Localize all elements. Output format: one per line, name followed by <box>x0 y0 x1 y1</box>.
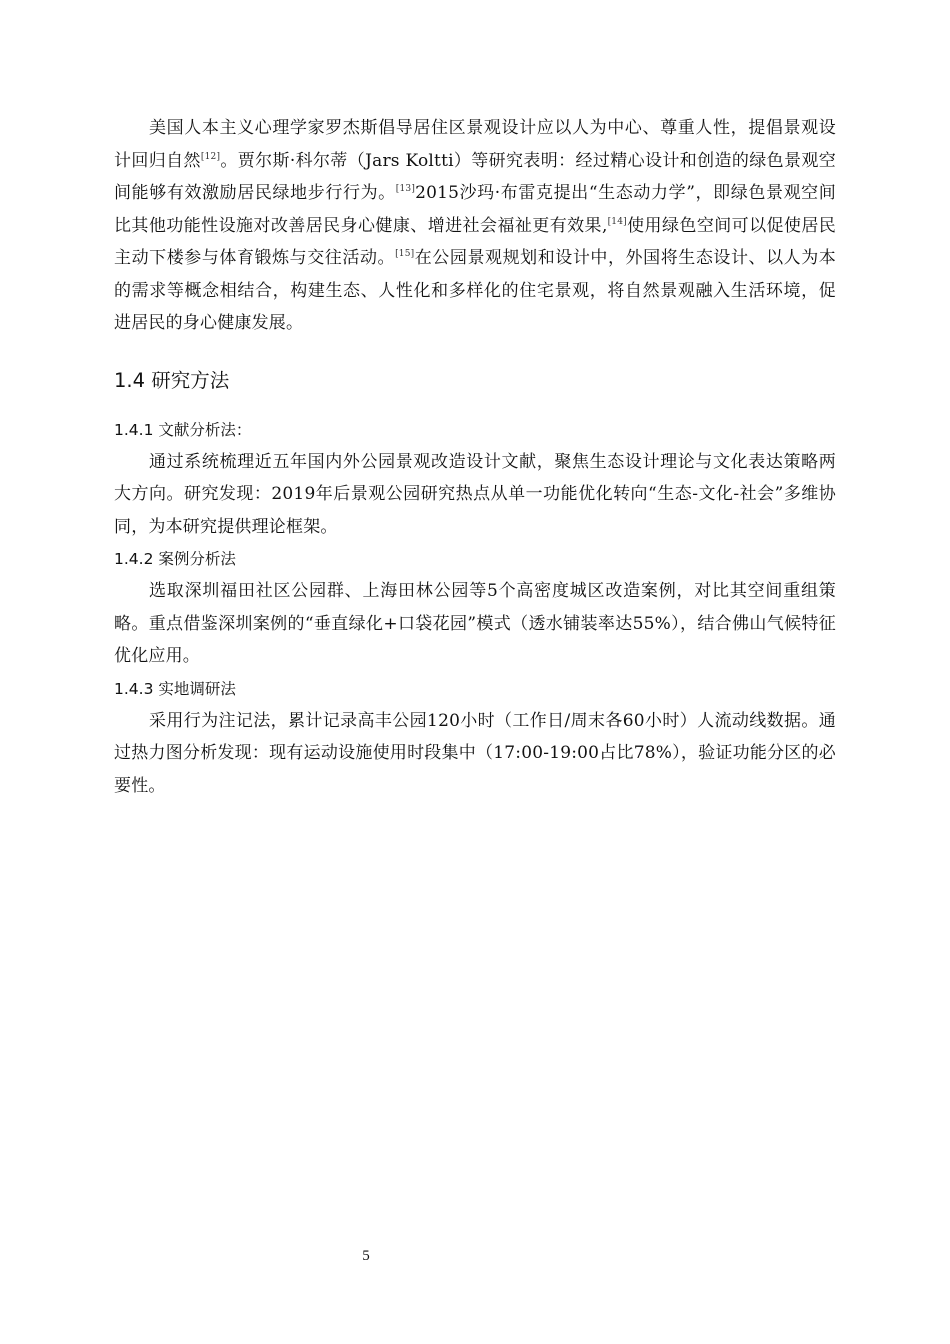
citation-15: [15] <box>395 249 415 259</box>
intro-text-4: 使用绿色空间可以促使居民主动下楼参与体育锻炼与交往活动。 <box>114 215 837 268</box>
subsection-heading-case: 1.4.2 案例分析法 <box>114 550 236 568</box>
section-heading: 1.4 研究方法 <box>114 368 230 392</box>
field-paragraph: 采用行为注记法，累计记录高丰公园120小时（工作日/周末各60小时）人流动线数据。通过热力图分析发现：现有运动设施使用时段集中（17:00-19:00占比78%），验证功能分区的必要性。 <box>114 710 836 796</box>
literature-paragraph: 通过系统梳理近五年国内外公园景观改造设计文献，聚焦生态设计理论与文化表达策略两大方向。研究发现：2019年后景观公园研究热点从单一功能优化转向“生态-文化-社会”多维协同，为本研究提供理论框架。 <box>114 451 836 537</box>
case-paragraph: 选取深圳福田社区公园群、上海田林公园等5个高密度城区改造案例，对比其空间重组策略。重点借鉴深圳案例的“垂直绿化+口袋花园”模式（透水铺装率达55%），结合佛山气候特征优化应用。 <box>114 581 836 666</box>
intro-text-2: 。贾尔斯·科尔蒂（Jars Koltti）等研究表明：经过精心设计和创造的绿色景观空间能够有效激励居民绿地步行行为。 <box>114 150 837 203</box>
subsection-heading-literature: 1.4.1 文献分析法： <box>114 420 252 439</box>
citation-14: [14] <box>607 216 627 227</box>
page-content <box>114 112 836 802</box>
intro-paragraph <box>114 112 836 340</box>
citation-13: [13] <box>395 184 416 194</box>
citation-12: [12] <box>200 151 221 162</box>
page-number: 5 <box>362 1248 370 1264</box>
intro-text-3: 2015沙玛·布雷克提出“生态动力学”，即绿色景观空间比其他功能性设施对改善居民身心健康、增进社会福祉更有效果, <box>114 183 836 236</box>
intro-text-1: 美国人本主义心理学家罗杰斯倡导居住区景观设计应以人为中心、尊重人性，提倡景观设计回归自然 <box>114 118 836 171</box>
intro-text-5: 在公园景观规划和设计中，外国将生态设计、以人为本的需求等概念相结合，构建生态、人性化和多样化的住宅景观，将自然景观融入生活环境，促进居民的身心健康发展。 <box>114 248 836 333</box>
subsection-heading-field: 1.4.3 实地调研法 <box>114 679 236 698</box>
